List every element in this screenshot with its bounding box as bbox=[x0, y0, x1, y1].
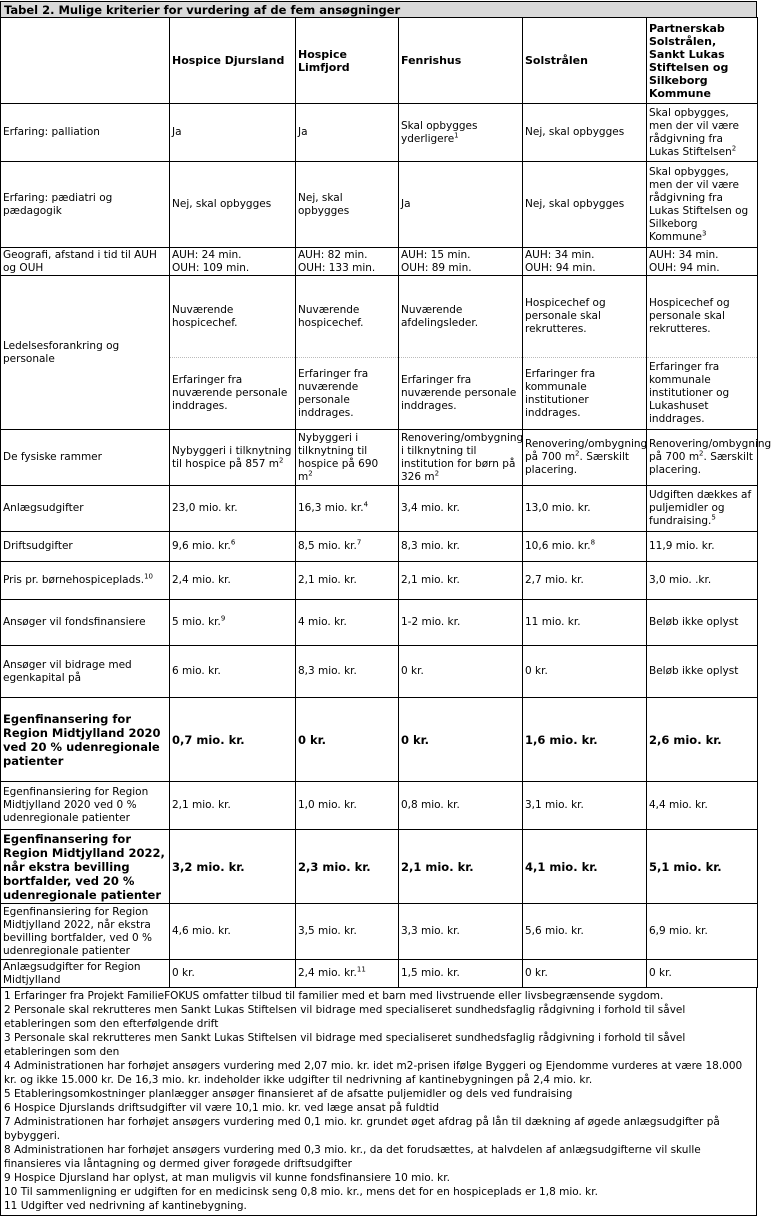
table-cell: 5,6 mio. kr. bbox=[523, 904, 647, 960]
table-cell bbox=[296, 532, 399, 562]
table-cell: 3,3 mio. kr. bbox=[399, 904, 523, 960]
table-cell: Nej, skal opbygges bbox=[170, 162, 296, 248]
footnote-ref: 3 bbox=[702, 229, 707, 237]
footnote-ref: 7 bbox=[356, 538, 362, 547]
header-fenrishus: Fenrishus bbox=[399, 18, 523, 104]
table-row-egen-2020-20 bbox=[1, 698, 758, 782]
table-cell: 0 kr. bbox=[647, 960, 758, 988]
table-cell bbox=[170, 430, 296, 486]
cell-text: 5 mio. kr. bbox=[172, 616, 221, 628]
footnotes bbox=[0, 988, 757, 1216]
row-label: Erfaring: pædiatri og pædagogik bbox=[1, 162, 170, 248]
table-cell bbox=[296, 430, 399, 486]
cell-text: 16,3 mio. kr. bbox=[298, 502, 364, 514]
row-label: De fysiske rammer bbox=[1, 430, 170, 486]
cell-text: 8,5 mio. kr. bbox=[298, 540, 357, 552]
table-header-row bbox=[1, 18, 758, 104]
row-label: Geografi, afstand i tid til AUH og OUH bbox=[1, 248, 170, 276]
table-cell bbox=[523, 532, 647, 562]
row-label: Driftsudgifter bbox=[1, 532, 170, 562]
table-cell: 4 mio. kr. bbox=[296, 600, 399, 646]
table-cell: Nej, skal opbygges bbox=[523, 104, 647, 162]
footnote-ref: 8 bbox=[590, 538, 596, 547]
cell-text: 10,6 mio. kr. bbox=[525, 540, 591, 552]
footnote-ref: 5 bbox=[711, 513, 716, 522]
cell-text: Nybyggeri i tilknytning til hospice på 690 m bbox=[298, 431, 379, 483]
table-cell: 4,1 mio. kr. bbox=[523, 830, 647, 904]
table-cell: 0,7 mio. kr. bbox=[170, 698, 296, 782]
table-cell: 4,4 mio. kr. bbox=[647, 782, 758, 830]
table-cell: 2,1 mio. kr. bbox=[296, 562, 399, 600]
table-cell: Beløb ikke oplyst bbox=[647, 600, 758, 646]
table-cell: Beløb ikke oplyst bbox=[647, 646, 758, 698]
auh-time: AUH: 34 min. bbox=[525, 248, 595, 261]
header-solstraalen: Solstrålen bbox=[523, 18, 647, 104]
cell-text: Renovering/ombygning i tilknytning til institution for børn på 326 m bbox=[401, 431, 524, 483]
footnote-ref: 11 bbox=[356, 965, 366, 974]
table-cell: Ja bbox=[399, 162, 523, 248]
table-row-geografi bbox=[1, 248, 758, 276]
table-cell bbox=[647, 162, 758, 248]
table-row-anlaeg-region bbox=[1, 960, 758, 988]
cell-text: Pris pr. børnehospiceplads. bbox=[3, 574, 145, 586]
table-cell: Erfaringer fra kommunale institutioner og Lukashuset inddrages. bbox=[647, 358, 758, 430]
table-cell: 3,5 mio. kr. bbox=[296, 904, 399, 960]
table-cell bbox=[647, 486, 758, 532]
footnote-ref: 2 bbox=[279, 456, 284, 464]
footnote-8: 8 Administrationen har forhøjet ansøgers vurdering med 0,3 mio. kr., da det forudsættes, at halvdelen af anlægsudgifterne vil skulle finansieres via låntagning og dermed giver forøgede driftsudgifter bbox=[4, 1144, 701, 1170]
table-cell bbox=[523, 430, 647, 486]
table-cell bbox=[647, 248, 758, 276]
table-row-ledelse-top bbox=[1, 276, 758, 358]
footnote-2: 2 Personale skal rekrutteres men Sankt Lukas Stiftelsen vil bidrage med specialiseret sundhedsfaglig rådgivning i forhold til såvel etableringen som den efterfølgende drift bbox=[4, 1004, 686, 1030]
row-label: Ansøger vil fondsfinansiere bbox=[1, 600, 170, 646]
table-cell: 2,4 mio. kr. bbox=[170, 562, 296, 600]
footnote-11: 11 Udgifter ved nedrivning af kantinebygning. bbox=[4, 1200, 247, 1212]
table-cell: Ja bbox=[170, 104, 296, 162]
table-row-erfaring-paediatri bbox=[1, 162, 758, 248]
table-cell bbox=[170, 532, 296, 562]
table-cell: 1,0 mio. kr. bbox=[296, 782, 399, 830]
cell-text: Skal opbygges yderligere bbox=[401, 119, 478, 145]
table-cell: 0 kr. bbox=[523, 960, 647, 988]
table-title: Tabel 2. Mulige kriterier for vurdering af de fem ansøgninger bbox=[0, 1, 757, 17]
table-cell: 4,6 mio. kr. bbox=[170, 904, 296, 960]
table-row-egenkapital bbox=[1, 646, 758, 698]
cell-text: Udgiften dækkes af puljemidler og fundraising. bbox=[649, 489, 752, 527]
footnote-10: 10 Til sammenligning er udgiften for en medicinsk seng 0,8 mio. kr., mens det for en hospiceplads er 1,8 mio. kr. bbox=[4, 1186, 598, 1198]
table-row-pris bbox=[1, 562, 758, 600]
table-cell bbox=[647, 430, 771, 486]
footnote-ref: 6 bbox=[230, 538, 236, 547]
row-label: Erfaring: palliation bbox=[1, 104, 170, 162]
cell-text-suffix: . Særskilt placering. bbox=[525, 451, 629, 476]
table-cell: Nej, skal opbygges bbox=[296, 162, 399, 248]
row-label bbox=[1, 562, 170, 600]
table-cell bbox=[399, 104, 523, 162]
table-cell: 6 mio. kr. bbox=[170, 646, 296, 698]
cell-text: Nybyggeri i tilknytning til hospice på 857 m bbox=[172, 444, 292, 470]
auh-time: AUH: 82 min. bbox=[298, 248, 368, 261]
table-cell: 2,3 mio. kr. bbox=[296, 830, 399, 904]
table-row-erfaring-palliation bbox=[1, 104, 758, 162]
auh-time: AUH: 34 min. bbox=[649, 248, 719, 261]
table-cell bbox=[296, 960, 399, 988]
table-cell: 5,1 mio. kr. bbox=[647, 830, 758, 904]
ouh-time: OUH: 133 min. bbox=[298, 261, 376, 274]
table-cell: 3,2 mio. kr. bbox=[170, 830, 296, 904]
header-hospice-djursland: Hospice Djursland bbox=[170, 18, 296, 104]
table-cell bbox=[170, 600, 296, 646]
table-cell: 6,9 mio. kr. bbox=[647, 904, 758, 960]
table-cell: Erfaringer fra kommunale institutioner inddrages. bbox=[523, 358, 647, 430]
ouh-time: OUH: 94 min. bbox=[525, 261, 596, 274]
table-cell: 0 kr. bbox=[296, 698, 399, 782]
table-cell: Erfaringer fra nuværende personale inddrages. bbox=[296, 358, 399, 430]
table-cell: 0 kr. bbox=[523, 646, 647, 698]
row-label: Anlægsudgifter for Region Midtjylland bbox=[1, 960, 170, 988]
row-label: Anlægsudgifter bbox=[1, 486, 170, 532]
table-cell: 0 kr. bbox=[399, 646, 523, 698]
table-row-egen-2022-20 bbox=[1, 830, 758, 904]
table-cell: 11,9 mio. kr. bbox=[647, 532, 758, 562]
footnote-ref: 10 bbox=[144, 572, 153, 581]
table-cell: 2,1 mio. kr. bbox=[399, 562, 523, 600]
row-label: Ledelsesforankring og personale bbox=[1, 276, 170, 430]
table-cell: Ja bbox=[296, 104, 399, 162]
table-cell: 0,8 mio. kr. bbox=[399, 782, 523, 830]
header-hospice-limfjord: Hospice Limfjord bbox=[296, 18, 399, 104]
header-partnerskab: Partnerskab Solstrålen, Sankt Lukas Stiftelsen og Silkeborg Kommune bbox=[647, 18, 758, 104]
cell-text: 2,4 mio. kr. bbox=[298, 967, 357, 979]
cell-text: Renovering/ombygning på 700 m bbox=[525, 438, 648, 463]
footnote-ref: 9 bbox=[220, 614, 226, 623]
table-cell: Nej, skal opbygges bbox=[523, 162, 647, 248]
table-cell: Erfaringer fra nuværende personale inddrages. bbox=[170, 358, 296, 430]
footnote-ref: 2 bbox=[731, 144, 737, 152]
table-cell bbox=[399, 430, 523, 486]
footnote-5: 5 Etableringsomkostninger planlægger ansøger finansieret af de afsatte puljemidler og dels ved fundraising bbox=[4, 1088, 573, 1100]
criteria-table bbox=[0, 17, 771, 988]
table-cell bbox=[296, 486, 399, 532]
cell-text: Renovering/ombygning på 700 m bbox=[649, 438, 771, 463]
table-cell: 1,5 mio. kr. bbox=[399, 960, 523, 988]
table-row-anlaegsudgifter bbox=[1, 486, 758, 532]
footnote-ref: 4 bbox=[363, 500, 369, 509]
table-cell: 8,3 mio. kr. bbox=[296, 646, 399, 698]
table-cell: 2,7 mio. kr. bbox=[523, 562, 647, 600]
table-cell: 11 mio. kr. bbox=[523, 600, 647, 646]
footnote-ref: 2 bbox=[308, 469, 313, 477]
header-empty-cell bbox=[1, 18, 170, 104]
table-cell: 2,1 mio. kr. bbox=[170, 782, 296, 830]
table-cell: Hospicechef og personale skal rekrutteres. bbox=[647, 276, 758, 358]
footnote-ref: 1 bbox=[454, 131, 459, 139]
cell-text: Skal opbygges, men der vil være rådgivning fra Lukas Stiftelsen bbox=[649, 106, 739, 158]
table-cell: Hospicechef og personale skal rekrutteres. bbox=[523, 276, 647, 358]
footnote-7: 7 Administrationen har forhøjet ansøgers vurdering med 0,1 mio. kr. grundet øget afdrag på lån til dækning af øgede anlægsudgifter på bybyggeri. bbox=[4, 1116, 720, 1142]
footnote-3: 3 Personale skal rekrutteres men Sankt Lukas Stiftelsen vil bidrage med specialiseret sundhedsfaglig rådgivning i forhold til såvel etableringen som den bbox=[4, 1032, 686, 1058]
table-cell: 2,6 mio. kr. bbox=[647, 698, 758, 782]
table-cell bbox=[647, 104, 758, 162]
row-label: Egenfinansiering for Region Midtjylland 2020 ved 0 % udenregionale patienter bbox=[1, 782, 170, 830]
ouh-time: OUH: 89 min. bbox=[401, 261, 472, 274]
row-label: Egenfinansering for Region Midtjylland 2022, når ekstra bevilling bortfalder, ved 20 % udenregionale patienter bbox=[1, 830, 170, 904]
cell-text: 9,6 mio. kr. bbox=[172, 540, 231, 552]
row-label: Egenfinansiering for Region Midtjylland 2022, når ekstra bevilling bortfalder, ved 0 % udenregionale patienter bbox=[1, 904, 170, 960]
table-cell bbox=[296, 248, 399, 276]
footnote-ref: 2 bbox=[575, 449, 580, 458]
table-cell bbox=[399, 248, 523, 276]
table-cell: 1,6 mio. kr. bbox=[523, 698, 647, 782]
ouh-time: OUH: 109 min. bbox=[172, 261, 250, 274]
footnote-1: 1 Erfaringer fra Projekt FamilieFOKUS omfatter tilbud til familier med et barn med livstruende eller livsbegrænsende sygdom. bbox=[4, 990, 664, 1002]
footnote-4: 4 Administrationen har forhøjet ansøgers vurdering med 2,07 mio. kr. idet m2-prisen ifølge Byggeri og Ejendomme vurderes at være 18.000 kr. og ikke 15.000 kr. De 16,3 mio. kr. indeholder ikke udgifter til nedrivning af kantinebygningen på 2,4 mio. kr. bbox=[4, 1060, 743, 1086]
footnote-ref: 2 bbox=[434, 469, 440, 477]
table-cell: Nuværende hospicechef. bbox=[170, 276, 296, 358]
footnote-6: 6 Hospice Djurslands driftsudgifter vil være 10,1 mio. kr. ved læge ansat på fuldtid bbox=[4, 1102, 440, 1114]
table-cell: 3,0 mio. .kr. bbox=[647, 562, 758, 600]
footnote-ref: 2 bbox=[699, 449, 704, 458]
table-cell bbox=[170, 248, 296, 276]
table-cell: 2,1 mio. kr. bbox=[399, 830, 523, 904]
table-cell: 0 kr. bbox=[170, 960, 296, 988]
table-cell: 0 kr. bbox=[399, 698, 523, 782]
table-cell: 1-2 mio. kr. bbox=[399, 600, 523, 646]
table-cell bbox=[523, 248, 647, 276]
table-row-egen-2022-0 bbox=[1, 904, 758, 960]
table-cell: 3,1 mio. kr. bbox=[523, 782, 647, 830]
table-cell: 13,0 mio. kr. bbox=[523, 486, 647, 532]
table-row-driftsudgifter bbox=[1, 532, 758, 562]
cell-text-suffix: . Særskilt placering. bbox=[649, 451, 753, 476]
row-label: Egenfinansering for Region Midtjylland 2020 ved 20 % udenregionale patienter bbox=[1, 698, 170, 782]
table-cell: Nuværende afdelingsleder. bbox=[399, 276, 523, 358]
ouh-time: OUH: 94 min. bbox=[649, 261, 720, 274]
auh-time: AUH: 15 min. bbox=[401, 248, 471, 261]
table-row-egen-2020-0 bbox=[1, 782, 758, 830]
table-cell: Erfaringer fra nuværende personale inddrages. bbox=[399, 358, 523, 430]
table-cell: 8,3 mio. kr. bbox=[399, 532, 523, 562]
cell-text: Skal opbygges, men der vil være rådgivning fra Lukas Stiftelsen og Silkeborg Kommune bbox=[649, 165, 749, 243]
row-label: Ansøger vil bidrage med egenkapital på bbox=[1, 646, 170, 698]
footnote-9: 9 Hospice Djursland har oplyst, at man muligvis vil kunne fondsfinansiere 10 mio. kr. bbox=[4, 1172, 450, 1184]
table-row-fysiske-rammer bbox=[1, 430, 758, 486]
table-cell: 23,0 mio. kr. bbox=[170, 486, 296, 532]
table-row-fondsfinansiering bbox=[1, 600, 758, 646]
table-cell: 3,4 mio. kr. bbox=[399, 486, 523, 532]
auh-time: AUH: 24 min. bbox=[172, 248, 242, 261]
table-cell: Nuværende hospicechef. bbox=[296, 276, 399, 358]
